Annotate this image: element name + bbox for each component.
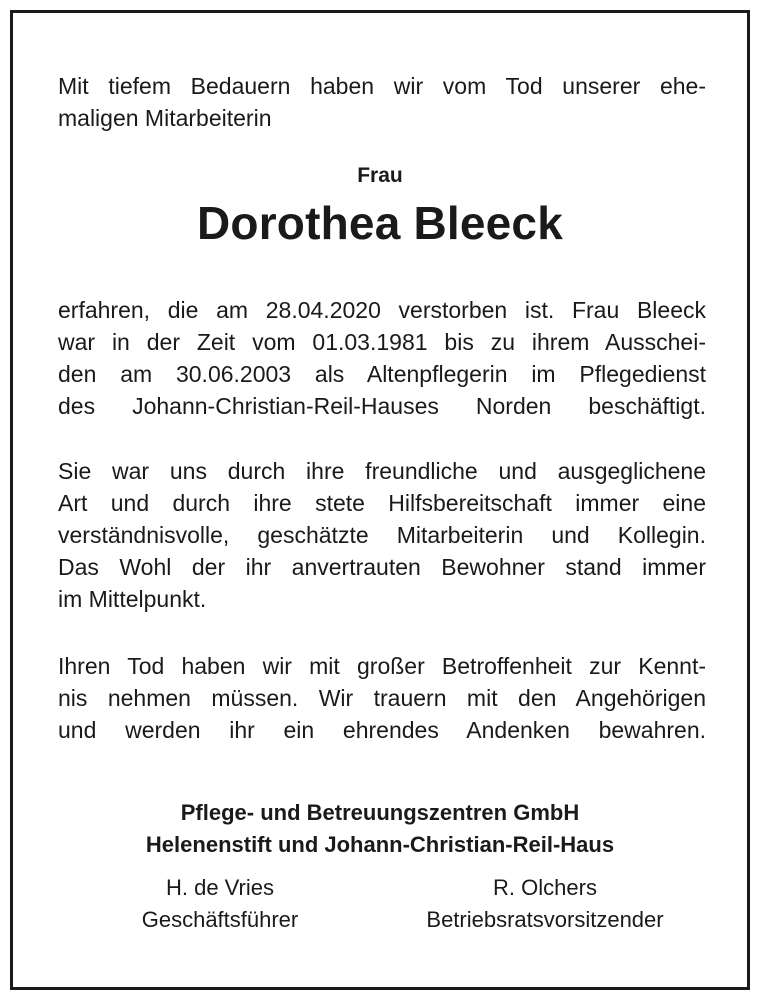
paragraph-line: erfahren, die am 28.04.2020 verstorben ist. Frau Bleeck (58, 297, 706, 323)
organization-name: Pflege- und Betreuungszentren GmbH (180, 800, 580, 825)
intro-line: Mit tiefem Bedauern haben wir vom Tod unserer ehe- (58, 73, 706, 99)
paragraph-2 (58, 455, 706, 615)
paragraph-line: Ihren Tod haben wir mit großer Betroffenheit zur Kennt- (58, 653, 706, 679)
signatory-name: H. de Vries (165, 875, 274, 900)
paragraph-line: verständnisvolle, geschätzte Mitarbeiterin und Kollegin. (58, 522, 706, 548)
signatory-role: Geschäftsführer (141, 907, 299, 932)
paragraph-line: des Johann-Christian-Reil-Hauses Norden beschäftigt. (58, 393, 706, 419)
organization-facilities: Helenenstift und Johann-Christian-Reil-Haus (145, 832, 615, 857)
paragraph-1 (58, 294, 706, 422)
paragraph-line: war in der Zeit vom 01.03.1981 bis zu ihrem Ausschei- (58, 329, 706, 355)
paragraph-line: nis nehmen müssen. Wir trauern mit den Angehörigen (58, 685, 706, 711)
signatory-left (105, 872, 335, 936)
signatory-role: Betriebsratsvorsitzender (426, 907, 664, 932)
paragraph-line: Das Wohl der ihr anvertrauten Bewohner stand immer (58, 554, 706, 580)
paragraph-line: Sie war uns durch ihre freundliche und ausgeglichene (58, 458, 706, 484)
paragraph-line: den am 30.06.2003 als Altenpflegerin im Pflegedienst (58, 361, 706, 387)
intro-line: maligen Mitarbeiterin (58, 105, 272, 131)
paragraph-line: im Mittelpunkt. (58, 586, 207, 612)
deceased-name: Dorothea Bleeck (196, 197, 563, 249)
paragraph-3 (58, 650, 706, 746)
salutation: Frau (357, 164, 403, 187)
intro-paragraph (58, 70, 706, 134)
signatory-right (390, 872, 700, 936)
paragraph-line: Art und durch ihre stete Hilfsbereitschaft immer eine (58, 490, 706, 516)
signatory-name: R. Olchers (493, 875, 597, 900)
paragraph-line: und werden ihr ein ehrendes Andenken bewahren. (58, 717, 706, 743)
